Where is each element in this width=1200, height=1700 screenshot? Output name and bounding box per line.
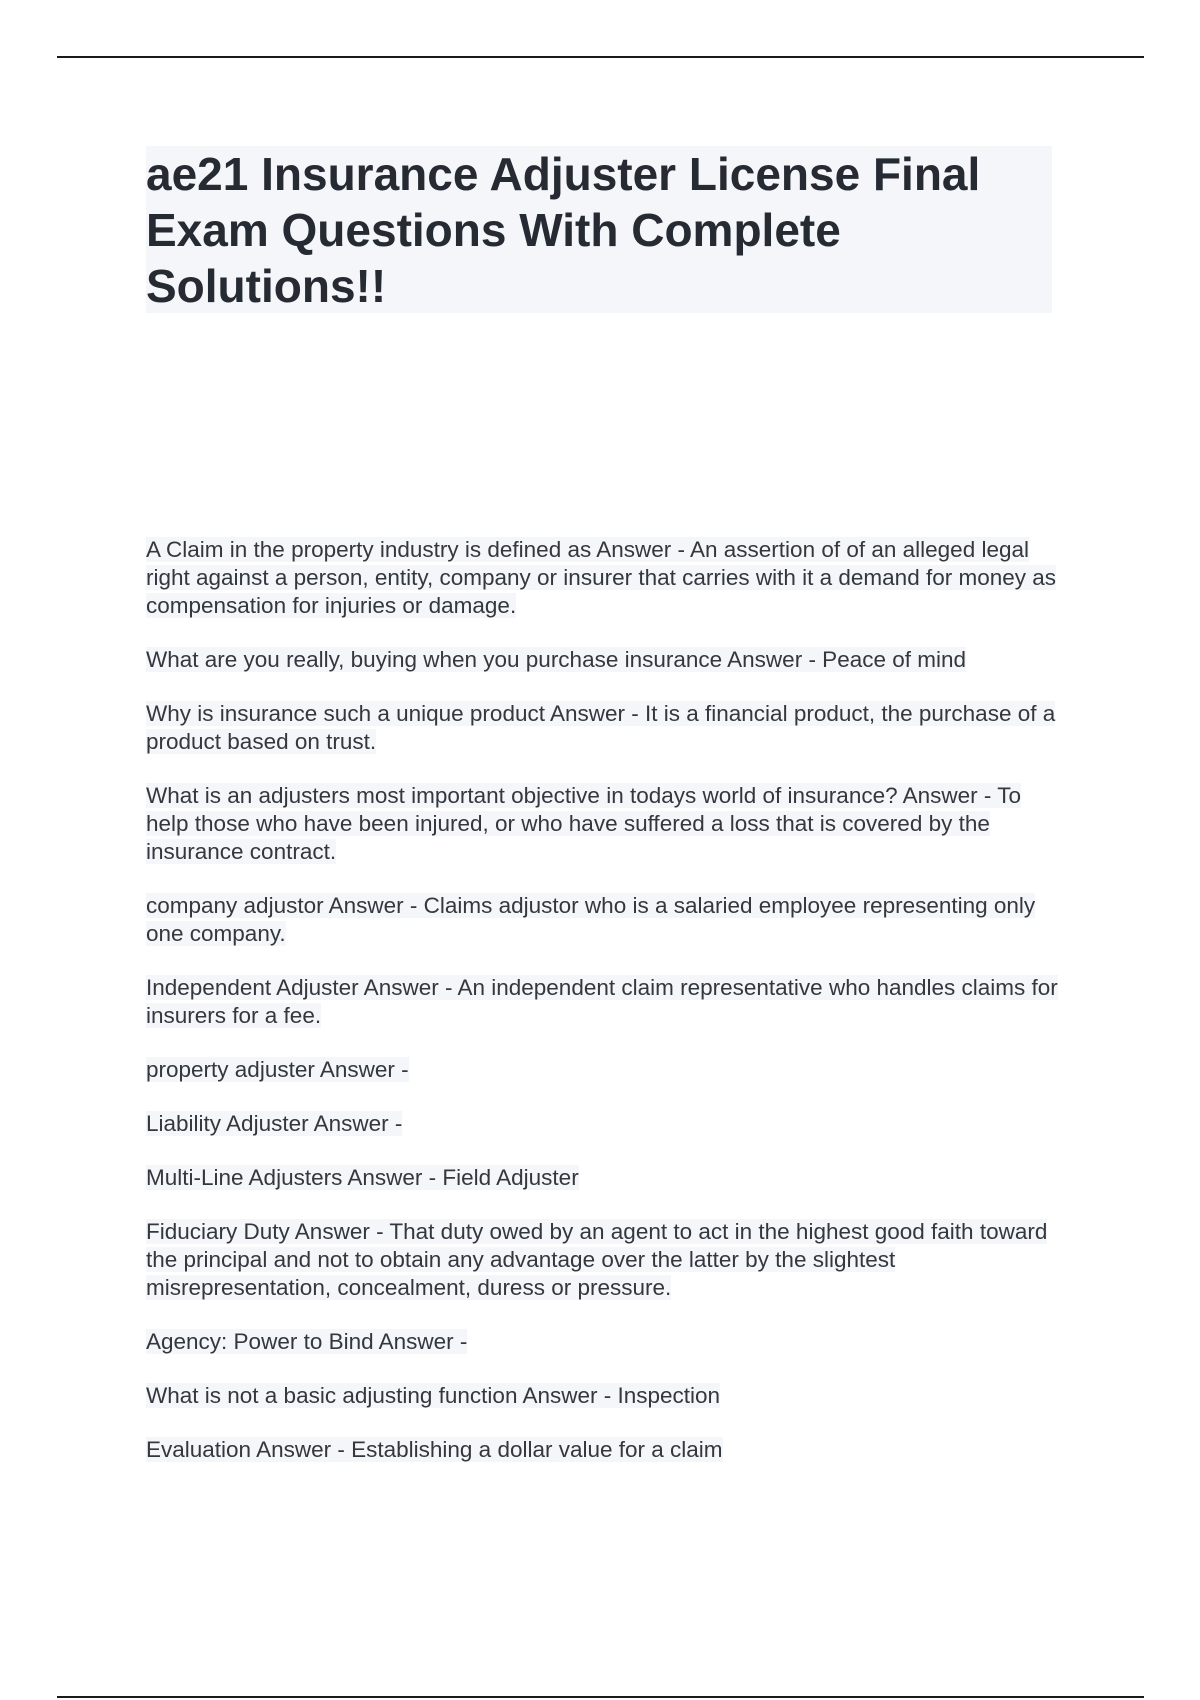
document-title: ae21 Insurance Adjuster License Final Exam Questions With Complete Solutions!!	[146, 148, 981, 312]
qa-text: Independent Adjuster Answer - An independent claim representative who handles claims for insurers for a fee.	[146, 975, 1058, 1028]
qa-text: What is not a basic adjusting function Answer - Inspection	[146, 1383, 721, 1408]
qa-text: A Claim in the property industry is defined as Answer - An assertion of of an alleged legal right against a person, entity, company or insurer that carries with it a demand for money as compensation for injuries or damage.	[146, 537, 1057, 618]
bottom-divider	[57, 1696, 1144, 1698]
qa-text: Evaluation Answer - Establishing a dollar value for a claim	[146, 1437, 723, 1462]
qa-item	[146, 646, 1066, 674]
qa-text: Agency: Power to Bind Answer -	[146, 1329, 468, 1354]
qa-item	[146, 536, 1066, 620]
top-divider	[57, 56, 1144, 58]
qa-text: Multi-Line Adjusters Answer - Field Adjuster	[146, 1165, 579, 1190]
qa-text: Why is insurance such a unique product Answer - It is a financial product, the purchase of a product based on trust.	[146, 701, 1056, 754]
qa-item	[146, 782, 1066, 866]
qa-item	[146, 1382, 1066, 1410]
qa-item	[146, 1110, 1066, 1138]
qa-item	[146, 1328, 1066, 1356]
qa-text: What is an adjusters most important objective in todays world of insurance? Answer - To help those who have been injured, or who have suffered a loss that is covered by the insurance contract.	[146, 783, 1021, 864]
qa-item	[146, 1436, 1066, 1464]
qa-text: property adjuster Answer -	[146, 1057, 409, 1082]
qa-text: Fiduciary Duty Answer - That duty owed by an agent to act in the highest good faith toward the principal and not to obtain any advantage over the latter by the slightest misrepresentation, concealment, duress or pressure.	[146, 1219, 1048, 1300]
qa-text: What are you really, buying when you purchase insurance Answer - Peace of mind	[146, 647, 967, 672]
qa-item	[146, 1164, 1066, 1192]
qa-text: Liability Adjuster Answer -	[146, 1111, 403, 1136]
qa-item	[146, 974, 1066, 1030]
title-block	[146, 146, 1052, 313]
qa-item	[146, 700, 1066, 756]
qa-list	[146, 536, 1066, 1490]
qa-text: company adjustor Answer - Claims adjustor who is a salaried employee representing only one company.	[146, 893, 1036, 946]
qa-item	[146, 1056, 1066, 1084]
qa-item	[146, 1218, 1066, 1302]
qa-item	[146, 892, 1066, 948]
